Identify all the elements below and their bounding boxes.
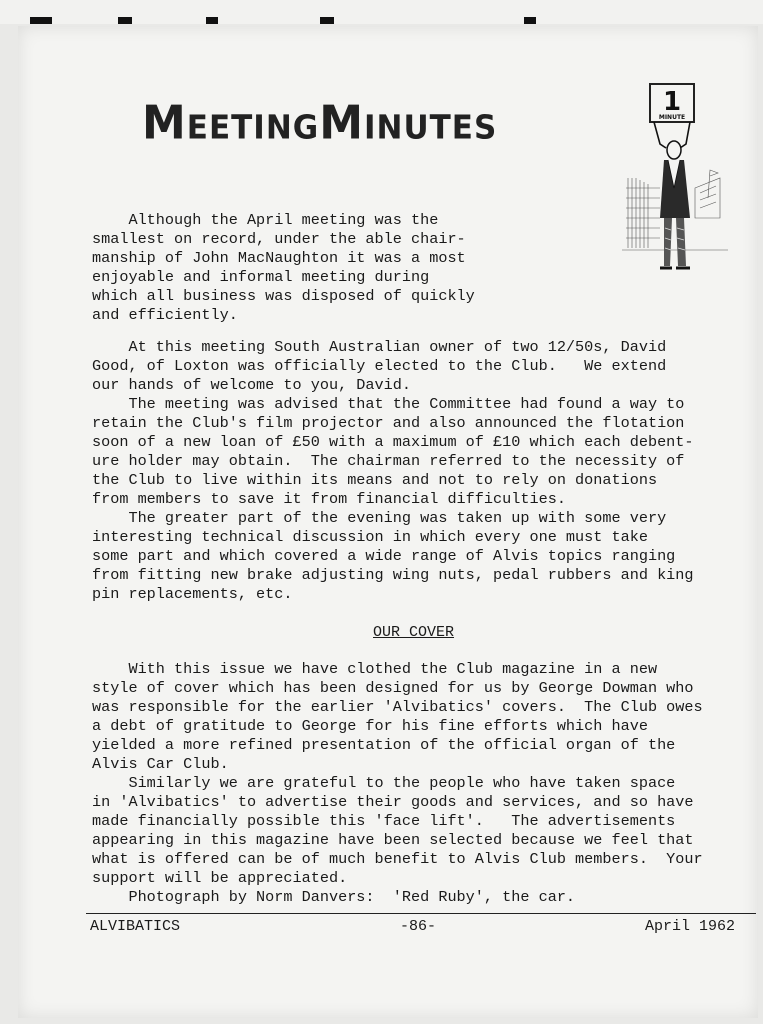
footer-rule bbox=[86, 913, 756, 914]
sign-caption: MINUTE bbox=[658, 114, 686, 121]
ink-mark bbox=[30, 17, 52, 24]
page-title: MeetingMinutes bbox=[142, 96, 498, 151]
sign-number: 1 bbox=[662, 87, 682, 117]
ink-mark bbox=[206, 17, 218, 24]
footer-publication: ALVIBATICS bbox=[90, 918, 181, 935]
ink-mark bbox=[524, 17, 536, 24]
paragraph-cover: With this issue we have clothed the Club magazine in a new style of cover which has been designed for us by George Dowman who was responsible for the earlier 'Alvibatics' covers. The Club owes a debt of gratitude to George for his fine efforts which have yielded a more refined presentation of the official organ of the Alvis Car Club. Similarly we are grateful to the people who have taken space in 'Alvibatics' to advertise their goods and services, and so have made financially possible this 'face lift'. The advertisements appearing in this magazine have been selected because we feel that what is offered can be of much benefit to Alvis Club members. Your support will be appreciated. Photograph by Norm Danvers: 'Red Ruby', the car. bbox=[92, 660, 703, 906]
paragraph-meeting: At this meeting South Australian owner of two 12/50s, David Good, of Loxton was officially elected to the Club. We extend our hands of welcome to you, David. The meeting was advised that the Committee had found a way to retain the Club's film projector and also announced the flotation soon of a new loan of £50 with a maximum of £10 which each debent- ure holder may obtain. The chairman referred to the necessity of the Club to live within its means and not to rely on donations from members to save it from financial difficulties. The greater part of the evening was taken up with some very interesting technical discussion in which every one must take some part and which covered a wide range of Alvis topics ranging from fitting new brake adjusting wing nuts, pedal rubbers and king pin replacements, etc. bbox=[92, 338, 694, 603]
ink-mark bbox=[118, 17, 132, 24]
ink-mark bbox=[320, 17, 334, 24]
paragraph-intro: Although the April meeting was the smallest on record, under the able chair- manship of John MacNaughton it was a most enjoyable and informal meeting during which all business was disposed of quickly and efficiently. bbox=[92, 211, 475, 324]
section-heading: OUR COVER bbox=[373, 624, 455, 641]
cartoon-illustration bbox=[620, 78, 730, 278]
footer-page-number: -86- bbox=[400, 918, 437, 935]
top-margin bbox=[0, 0, 763, 24]
footer-date: April 1962 bbox=[645, 918, 736, 935]
